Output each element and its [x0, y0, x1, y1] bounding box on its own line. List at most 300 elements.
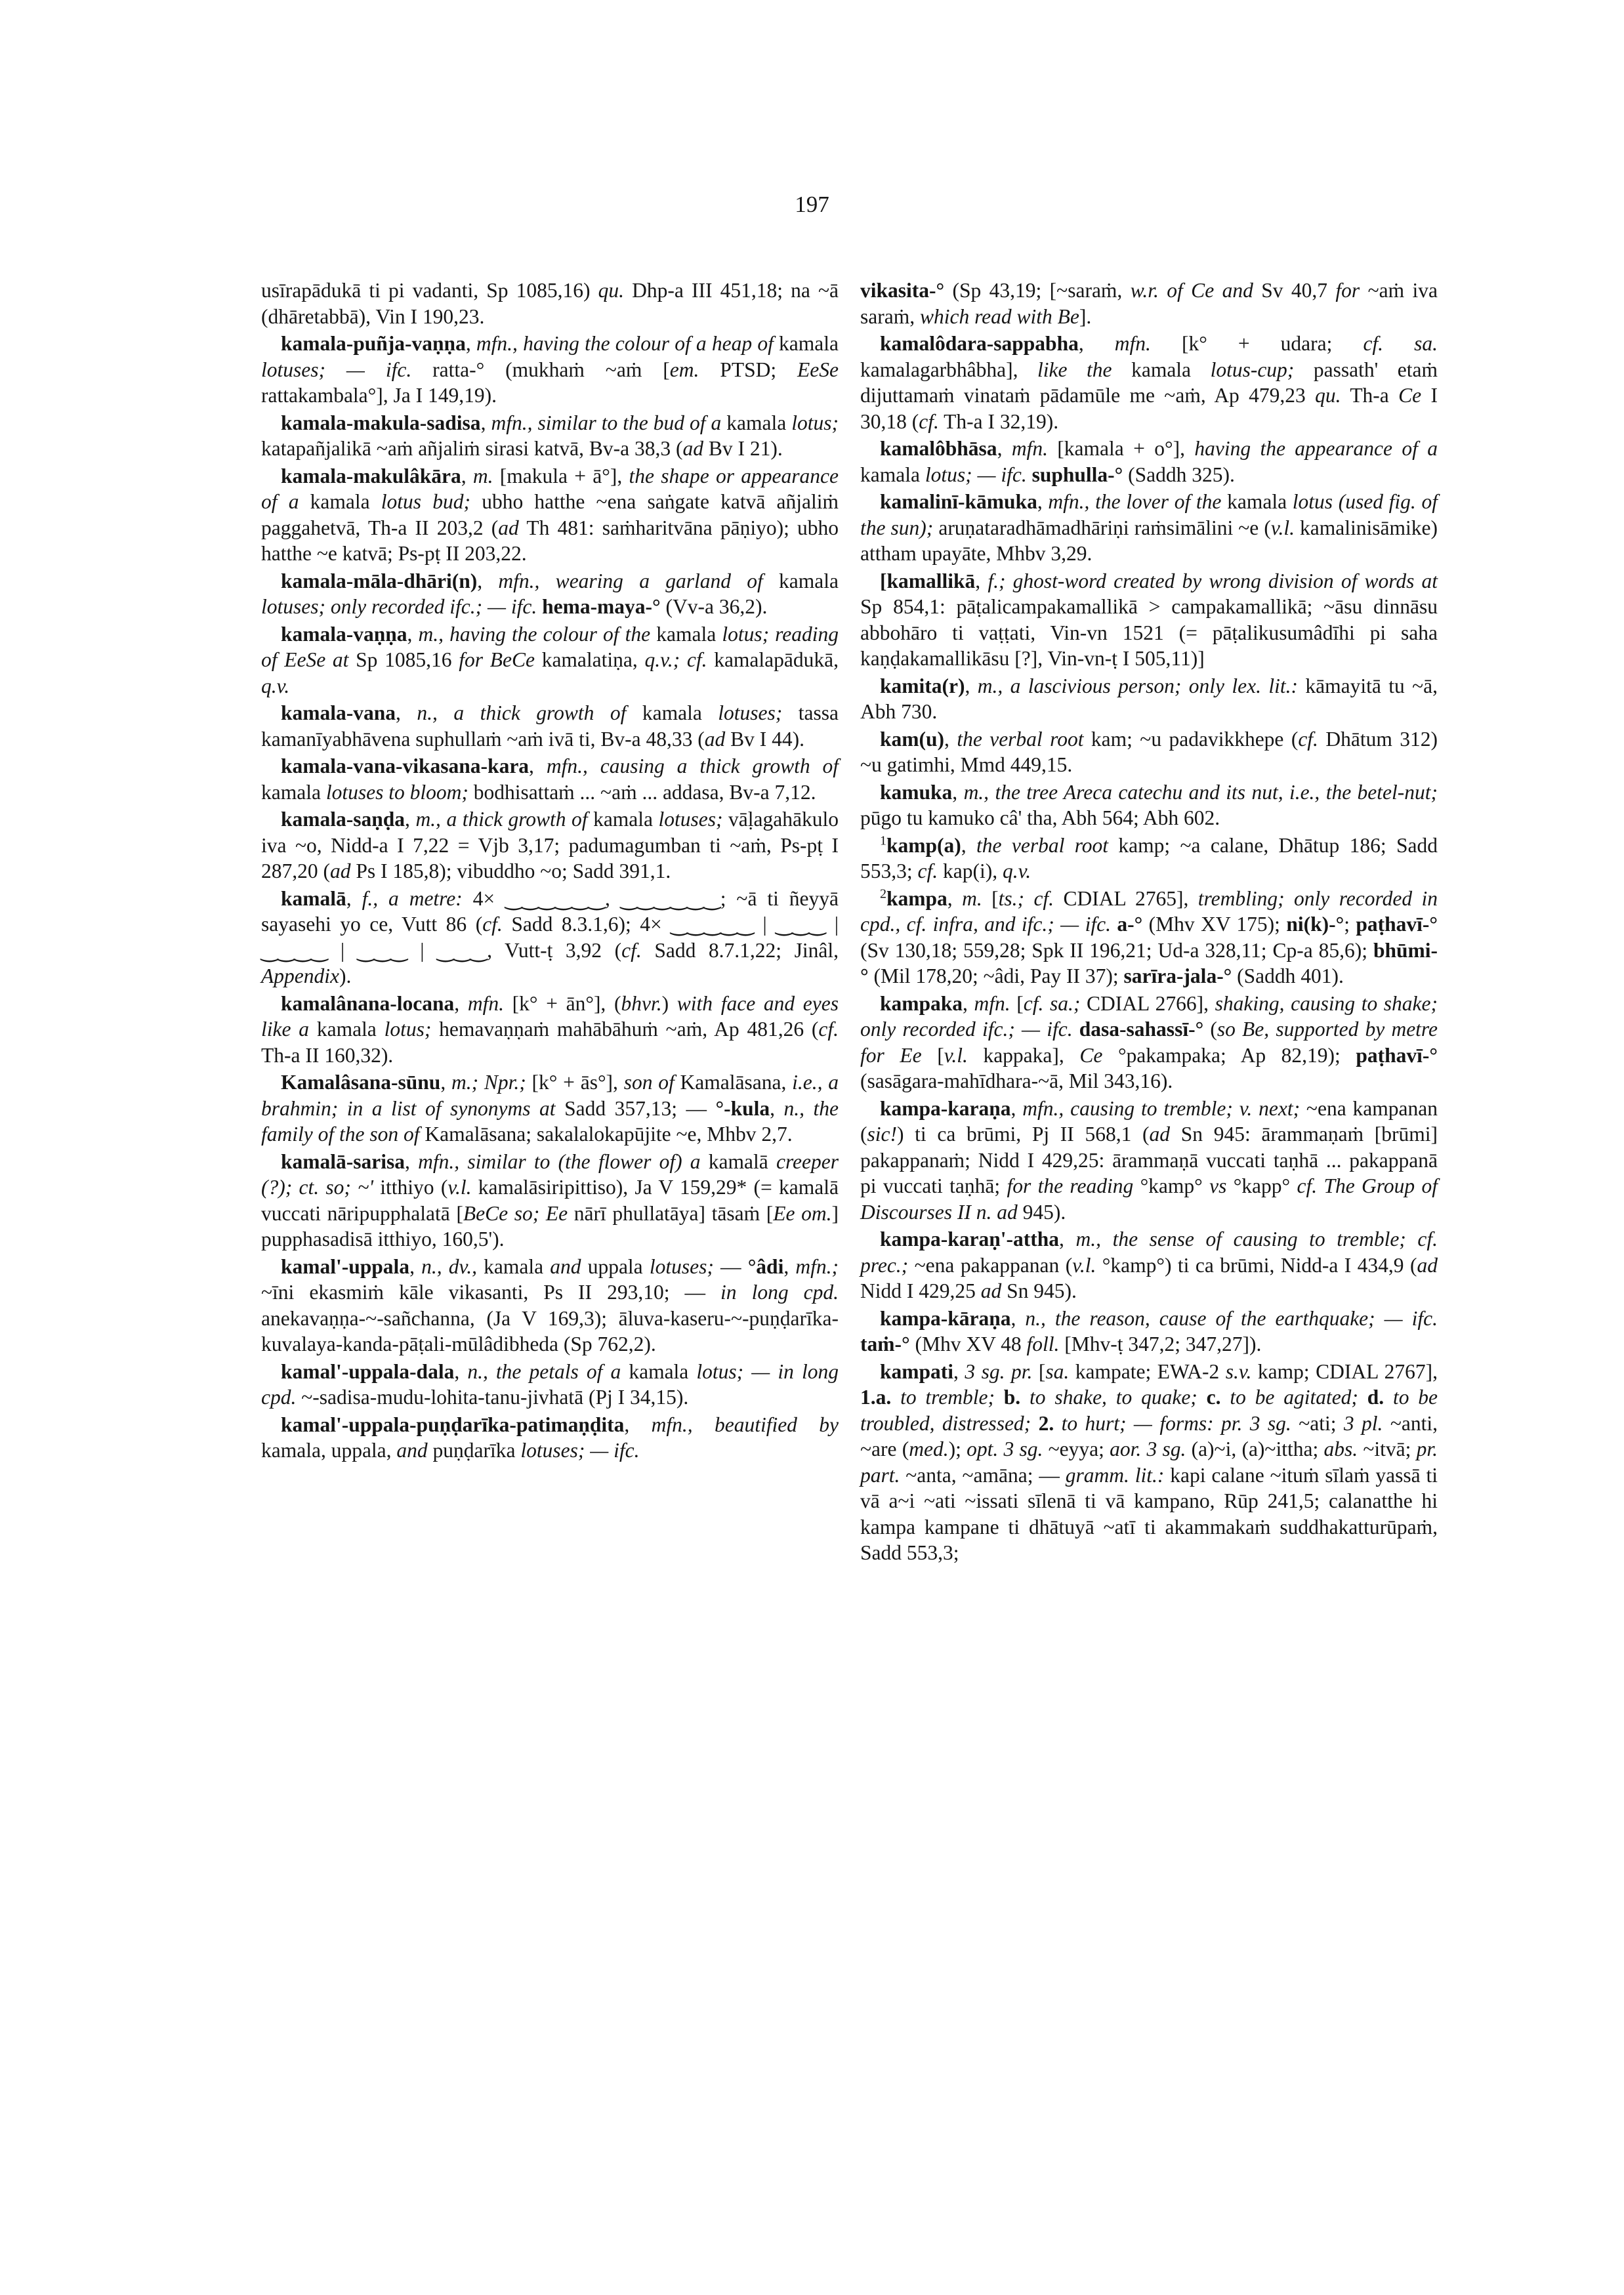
headword: bhūmi-°	[860, 938, 1438, 987]
entry-text: kamalā	[700, 1149, 776, 1173]
gloss-text: Ce	[1079, 1043, 1103, 1067]
entry-text: kappaka],	[967, 1043, 1080, 1067]
entry-text: Sn 945: ārammaṇaṁ [brūmi] pakappanaṁ; Nidd I 429,25: ārammaṇā vuccati taṇhā ... pakappanā pi vuccati taṇhā;	[860, 1123, 1438, 1197]
entry-text: ratta-° (mukhaṁ ~aṁ [	[411, 358, 670, 381]
headword: 1.a.	[860, 1386, 892, 1409]
dictionary-entry	[261, 463, 839, 567]
gloss-text: ad	[682, 437, 703, 460]
dictionary-entry	[261, 991, 839, 1069]
entry-text: ,	[529, 755, 547, 777]
entry-text: [k° + ān°], (	[503, 991, 621, 1015]
entry-text: kamala	[309, 1018, 385, 1041]
entry-text: )	[661, 991, 677, 1015]
gloss-text: to be agitated;	[1230, 1386, 1358, 1409]
entry-text: ,	[997, 437, 1012, 460]
entry-text: kamala	[762, 569, 839, 592]
gloss-text: ad	[704, 727, 726, 751]
gloss-text: abs.	[1323, 1437, 1358, 1460]
gloss-text: the verbal root	[976, 833, 1109, 857]
gloss-text: having the appearance of a	[1194, 437, 1438, 460]
entry-text: passath' etaṁ dijuttamaṁ vinataṁ pādamūle me ~aṁ, Ap 479,23	[860, 358, 1438, 407]
gloss-text: i.e., a brahmin; in a list of synonyms at	[261, 1071, 839, 1120]
entry-text: ,	[1059, 1228, 1076, 1251]
gloss-text: cf.	[1298, 727, 1318, 751]
dictionary-entry	[860, 991, 1438, 1094]
entry-text: kamala	[650, 622, 722, 646]
entry-text: [kamala + o°],	[1047, 437, 1195, 460]
entry-text: —	[713, 1254, 748, 1278]
gloss-text: lotuses to bloom;	[325, 780, 468, 804]
entry-text: [makula + ā°],	[493, 464, 629, 487]
entry-text: ,	[405, 1149, 419, 1173]
gloss-text: mfn., beautified by	[651, 1413, 839, 1436]
entry-text: kamp; CDIAL 2767],	[1251, 1359, 1438, 1383]
entry-text: ].	[1079, 304, 1092, 328]
headword: kamala-vaṇṇa	[281, 622, 407, 646]
dictionary-entry	[261, 568, 839, 620]
gloss-text: n., dv.,	[421, 1254, 477, 1278]
entry-text: 4× ‿‿‿‿‿‿, ‿‿‿‿‿‿; ~ā ti ñeyyā sayasehi yo ce, Vutt 86 (	[261, 886, 839, 936]
gloss-text: lotus; — ifc.	[925, 463, 1027, 486]
gloss-text: and	[396, 1439, 428, 1462]
entry-text: itthiyo (	[373, 1176, 448, 1199]
entry-text: kap(i),	[938, 859, 1003, 882]
gloss-text: mfn., causing to tremble; v. next;	[1022, 1096, 1301, 1120]
entry-text: nārī phullatāya] tāsaṁ [	[568, 1201, 774, 1225]
headword: Kamalâsana-sūnu	[281, 1071, 441, 1094]
entry-text: Nidd I 429,25	[860, 1279, 981, 1302]
gloss-text: f.; ghost-word created by wrong division of words at	[988, 569, 1438, 592]
entry-text: kapi calane ~ituṁ sīlaṁ yassā ti vā a~i ~ati ~issati sīlenā ti vā kampano, Rūp 241,5; calanatthe hi kampa kampane ti dhātuyā ~atī ti akammakaṁ suddhakatturūpaṁ, Sadd 553,3;	[860, 1463, 1438, 1564]
headword: paṭhavī-°	[1356, 1043, 1438, 1067]
gloss-text: son of	[623, 1071, 675, 1094]
entry-text: ,	[465, 332, 476, 355]
dictionary-entry	[860, 1096, 1438, 1226]
homonym-number: 1	[880, 833, 886, 848]
entry-text: kāmayitā tu ~ā, Abh 730.	[860, 674, 1438, 723]
headword: kamala-māla-dhāri(n)	[281, 569, 478, 592]
gloss-text: to hurt; — forms: pr. 3 sg.	[1061, 1411, 1291, 1435]
entry-text: ,	[975, 569, 988, 592]
gloss-text: ad	[330, 859, 351, 882]
dictionary-entry	[261, 886, 839, 989]
entry-text: ,	[477, 569, 499, 592]
entry-text: [	[982, 886, 999, 910]
entry-text: Th-a II 160,32).	[261, 1043, 394, 1067]
entry-text: PTSD;	[699, 358, 798, 381]
entry-text: ,	[1010, 1306, 1026, 1330]
entry-text: kamala	[860, 463, 925, 486]
headword: °âdi	[747, 1254, 784, 1278]
entry-text: (Mhv XV 48	[909, 1333, 1027, 1355]
gloss-text: Ce	[1398, 384, 1422, 407]
gloss-text: mfn.	[974, 991, 1010, 1015]
entry-text: ,	[1010, 1096, 1023, 1120]
gloss-text: f., a metre:	[362, 886, 463, 910]
headword: suphulla-°	[1031, 463, 1123, 486]
gloss-text: cf.	[482, 913, 503, 936]
entry-text: CDIAL 2765],	[1054, 886, 1198, 910]
entry-text: Sn 945).	[1001, 1279, 1077, 1302]
gloss-text: lotus bud;	[381, 490, 470, 513]
entry-text: ubho hatthe ~ena saṅgate katvā añjaliṁ paggahetvā, Th-a II 203,2 (	[261, 490, 839, 539]
entry-text: [	[1032, 1359, 1046, 1383]
entry-text	[1031, 1412, 1038, 1435]
gloss-text: m.; Npr.;	[451, 1071, 526, 1094]
entry-text: [Mhv-ṭ 347,2; 347,27]).	[1059, 1333, 1262, 1355]
headword: kamala-saṇḍa	[281, 808, 406, 831]
headword: kamalôbhāsa	[880, 437, 997, 460]
entry-text: Sadd 357,13; —	[555, 1096, 716, 1120]
entry-text: (sasāgara-mahīdhara-~ā, Mil 343,16).	[860, 1069, 1173, 1092]
entry-text: usīrapādukā ti pi vadanti, Sp 1085,16)	[261, 279, 598, 302]
entry-text: vāḷagahākulo iva ~o, Nidd-a I 7,22 = Vjb 3,17; padumagumban ti ~aṁ, Ps-pṭ I 287,20 (	[261, 808, 839, 882]
gloss-text: ts.; cf.	[998, 886, 1054, 910]
headword: kampa-kāraṇa	[880, 1306, 1011, 1330]
entry-text: kamala	[587, 808, 659, 831]
gloss-text: shaking, causing to shake; only recorded ifc.; — ifc.	[860, 991, 1438, 1041]
gloss-text: med.	[909, 1437, 949, 1460]
headword: kampa-karaṇ'-attha	[880, 1228, 1060, 1251]
gloss-text: bhvr.	[621, 991, 662, 1015]
headword: °-kula	[715, 1096, 770, 1120]
headword: kampa	[886, 886, 947, 910]
headword: c.	[1206, 1386, 1221, 1409]
dictionary-entry	[860, 886, 1438, 989]
headword: kamala-vana-vikasana-kara	[281, 755, 530, 777]
entry-text: kamp; ~a calane, Dhātup 186; Sadd 553,3;	[860, 833, 1438, 882]
entry-text	[995, 1386, 1004, 1409]
headword: vikasita-°	[860, 279, 945, 302]
entry-text: ,	[407, 622, 419, 646]
gloss-text: like the	[1037, 358, 1112, 381]
entry-text: ,	[1078, 332, 1115, 355]
gloss-text: v.l.	[944, 1043, 968, 1067]
gloss-text: to be troubled, distressed;	[860, 1386, 1438, 1435]
entry-text: ,	[454, 1359, 468, 1383]
gloss-text: cf.	[919, 409, 939, 433]
entry-text: kamala	[1221, 490, 1293, 513]
entry-text: °kamp°	[1133, 1174, 1210, 1197]
gloss-text: cf. sa.	[1363, 332, 1438, 355]
gloss-text: lotus; reading of EeSe at	[261, 622, 839, 671]
entry-text: ,	[624, 1413, 652, 1436]
entry-text: (Saddh 401).	[1232, 964, 1344, 987]
gloss-text: m.	[962, 886, 982, 910]
headword: kamalânana-locana	[281, 991, 455, 1015]
entry-text: [	[1010, 991, 1024, 1015]
entry-text: Sadd 8.3.1,6); 4× ‿‿‿‿‿ | ‿‿‿ | ‿‿‿‿ | ‿‿‿ | ‿‿‿, Vutt-ṭ 3,92 (	[261, 913, 839, 962]
entry-text: ,	[405, 808, 416, 831]
gloss-text: em.	[669, 358, 699, 381]
entry-text: aruṇataradhāmadhāriṇi raṁsimālini ~e (	[933, 516, 1271, 539]
dictionary-entry	[860, 568, 1438, 672]
dictionary-entry	[261, 1412, 839, 1464]
gloss-text: mfn., similar to (the flower of) a	[418, 1149, 701, 1173]
dictionary-entry	[860, 1306, 1438, 1357]
entry-text: kamalapādukā,	[707, 648, 839, 671]
gloss-text: cf. sa.;	[1023, 991, 1081, 1015]
entry-text: ~-sadisa-mudu-lohita-tanu-jivhatā (Pj I 34,15).	[296, 1386, 689, 1409]
gloss-text: pr. part.	[860, 1437, 1438, 1487]
dictionary-entry	[860, 278, 1438, 329]
headword: b.	[1003, 1386, 1021, 1409]
entry-text: kamala	[773, 332, 839, 355]
gloss-text: qu.	[598, 279, 625, 302]
entry-text: (	[1203, 1018, 1217, 1041]
gloss-text: for BeCe	[459, 648, 535, 671]
entry-text: ,	[963, 991, 974, 1015]
entry-text: °pakampaka; Ap 82,19);	[1102, 1043, 1356, 1067]
entry-text	[537, 595, 542, 618]
gloss-text: n., the family of the son of	[261, 1096, 839, 1146]
gloss-text: lotuses;	[658, 808, 723, 831]
gloss-text: ad	[980, 1279, 1002, 1302]
entry-text: Dhātum 312) ~u gatimhi, Mmd 449,15.	[860, 727, 1438, 776]
gloss-text: m., the tree Areca catechu and its nut, i.e., the betel-nut;	[963, 780, 1438, 804]
headword: kamalôdara-sappabha	[880, 332, 1079, 355]
entry-text: ).	[339, 964, 352, 987]
entry-text: Bv I 21).	[703, 437, 783, 460]
dictionary-entry	[261, 621, 839, 699]
page-number: 197	[795, 192, 829, 217]
gloss-text: lotuses; only recorded ifc.; — ifc.	[261, 595, 537, 618]
gloss-text: 3 sg. pr.	[965, 1359, 1033, 1383]
gloss-text: mfn.;	[795, 1254, 839, 1278]
entry-text: CDIAL 2766],	[1080, 991, 1215, 1015]
dictionary-entry	[860, 331, 1438, 434]
entry-text: ,	[409, 1254, 422, 1278]
entry-text	[1384, 1386, 1393, 1409]
headword: kamalā-sarisa	[281, 1149, 405, 1173]
dictionary-entry	[261, 1069, 839, 1148]
entry-text	[1220, 1386, 1230, 1409]
dictionary-entry	[261, 278, 839, 329]
headword: taṁ-°	[860, 1333, 910, 1355]
entry-text: [	[921, 1043, 944, 1067]
dictionary-entry	[261, 1254, 839, 1357]
gloss-text: which read with Be	[919, 304, 1079, 328]
dictionary-entry	[261, 753, 839, 805]
headword: sarīra-jala-°	[1123, 964, 1232, 987]
entry-text	[1197, 1386, 1207, 1409]
gloss-text: m., the sense of causing to tremble; cf. prec.;	[860, 1228, 1438, 1277]
entry-text: kamalatiṇa,	[534, 648, 645, 671]
gloss-text: lotus-cup;	[1210, 358, 1295, 381]
gloss-text: the shape or appearance of a	[261, 464, 839, 513]
entry-text: hemavaṇṇaṁ mahābāhuṁ ~aṁ, Ap 481,26 (	[431, 1018, 819, 1041]
gloss-text: mfn., the lover of the	[1048, 490, 1222, 513]
entry-text: ~itvā;	[1358, 1437, 1417, 1460]
gloss-text: foll.	[1026, 1333, 1060, 1355]
gloss-text: mfn.	[1114, 332, 1151, 355]
entry-text: ,	[396, 701, 417, 724]
headword: kamala-makulâkāra	[281, 464, 461, 487]
entry-text: ;	[1344, 913, 1356, 936]
left-column	[261, 278, 839, 1465]
entry-text: ~eyya;	[1043, 1437, 1110, 1460]
headword: kamal'-uppala-dala	[281, 1359, 455, 1383]
gloss-text: sic!	[867, 1123, 897, 1146]
entry-text: anekavaṇṇa-~-sañchanna, (Ja V 169,3); āluva-kaseru-~-puṇḍarīka-kuvalaya-kanda-pāṭali-mūlâdibheda (Sp 762,2).	[261, 1306, 839, 1355]
entry-text: [k° + ās°],	[526, 1071, 624, 1094]
entry-text: kam; ~u padavikkhepe (	[1083, 727, 1299, 751]
entry-text: (Mil 178,20; ~âdi, Pay II 37);	[868, 964, 1124, 987]
gloss-text: cf.	[621, 938, 642, 962]
gloss-text: ad	[1149, 1123, 1171, 1146]
entry-text: kampate; EWA-2	[1069, 1359, 1226, 1383]
entry-text: bodhisattaṁ ... ~aṁ ... addasa, Bv-a 7,12.	[468, 780, 816, 804]
dictionary-entry	[261, 331, 839, 409]
entry-text: kamalāsiripittiso), Ja V 159,29* (= kamalā vuccati nāripupphalatā [	[261, 1176, 839, 1225]
dictionary-entry	[860, 673, 1438, 725]
gloss-text: ad	[498, 516, 519, 539]
entry-text: ,	[953, 1359, 965, 1383]
gloss-text: sa.	[1045, 1359, 1070, 1383]
gloss-text: and	[550, 1254, 581, 1278]
entry-text: (Vv-a 36,2).	[660, 595, 768, 618]
headword: dasa-sahassī-°	[1079, 1018, 1204, 1041]
gloss-text: lotus;	[384, 1018, 432, 1041]
entry-text	[1111, 913, 1117, 936]
gloss-text: cf.	[818, 1018, 839, 1041]
gloss-text: m.	[472, 464, 493, 487]
entry-text	[1054, 1412, 1061, 1435]
entry-text: I 30,18 (	[860, 384, 1438, 433]
headword: kampa-karaṇa	[880, 1096, 1011, 1120]
entry-text: puṇḍarīka	[427, 1439, 521, 1462]
gloss-text: v.l.	[1270, 516, 1295, 539]
entry-text: ,	[965, 674, 978, 697]
headword: kamp(a)	[886, 833, 961, 857]
entry-text: kamalinisāmike) attham upayāte, Mhbv 3,29.	[860, 516, 1438, 565]
entry-text: ~anta, ~amāna; —	[900, 1463, 1066, 1487]
gloss-text: mfn.	[467, 991, 504, 1015]
dictionary-entry	[860, 833, 1438, 884]
gloss-text: mfn., wearing a garland of	[498, 569, 763, 592]
gloss-text: ad	[1417, 1253, 1438, 1277]
gloss-text: aor. 3 sg.	[1110, 1437, 1186, 1460]
headword: kamalā	[281, 886, 346, 910]
gloss-text: opt. 3 sg.	[967, 1437, 1043, 1460]
gloss-text: n., the petals of a	[467, 1359, 621, 1383]
gloss-text: the verbal root	[957, 727, 1084, 751]
entry-text	[1358, 1386, 1367, 1409]
entry-text: ,	[454, 991, 468, 1015]
entry-text: ,	[770, 1096, 784, 1120]
entry-text: ~īni ekasmiṁ kāle vikasanti, Ps II 293,10; —	[261, 1281, 721, 1304]
entry-text: ,	[461, 464, 473, 487]
gloss-text: lotus (used fig. of the sun);	[860, 490, 1438, 539]
entry-text: ) ti ca brūmi, Pj II 568,1 (	[896, 1123, 1150, 1146]
gloss-text: v.l.	[1072, 1253, 1096, 1277]
entry-text: uppala	[581, 1254, 650, 1278]
entry-text: Kamalāsana; sakalalokapūjite ~e, Mhbv 2,7.	[419, 1123, 793, 1146]
dictionary-entry	[860, 779, 1438, 831]
entry-text	[1027, 463, 1032, 486]
headword: kampaka	[880, 991, 963, 1015]
dictionary-entry	[261, 1359, 839, 1411]
headword: hema-maya-°	[542, 595, 661, 618]
entry-text: ,	[346, 886, 362, 910]
headword: a-°	[1117, 913, 1143, 936]
headword: kamal'-uppala-puṇḍarīka-patimaṇḍita	[281, 1413, 625, 1436]
gloss-text: for	[1335, 279, 1360, 302]
headword: 2.	[1038, 1411, 1054, 1435]
gloss-text: n., a thick growth of	[417, 701, 627, 724]
gloss-text: cf.	[917, 859, 938, 882]
headword: kamalinī-kāmuka	[880, 490, 1037, 513]
entry-text: Sv 40,7	[1253, 279, 1336, 302]
gloss-text: q.v.	[1002, 859, 1031, 882]
gloss-text: m., having the colour of the	[418, 622, 651, 646]
entry-text: kamala	[621, 1359, 697, 1383]
entry-text: ~ena pakappanan (	[908, 1253, 1073, 1277]
dictionary-entry	[860, 436, 1438, 487]
gloss-text: m., a lascivious person; only lex. lit.:	[977, 674, 1298, 697]
entry-text: Sp 1085,16	[348, 648, 459, 671]
dictionary-entry	[261, 700, 839, 752]
gloss-text: m., a thick growth of	[415, 808, 588, 831]
entry-text: ~aṁ iva saraṁ,	[860, 279, 1438, 328]
gloss-text: lotus; — in long cpd.	[261, 1359, 839, 1409]
headword: kamuka	[880, 780, 953, 804]
headword: kamala-makula-sadisa	[281, 411, 481, 434]
entry-text: kamala	[1112, 358, 1211, 381]
entry-text: tassa kamanīyabhāvena suphullaṁ ~aṁ ivā ti, Bv-a 48,33 (	[261, 701, 839, 751]
gloss-text: in long cpd.	[720, 1281, 839, 1304]
entry-text: kamala	[476, 1254, 551, 1278]
headword: kamita(r)	[880, 674, 965, 697]
gloss-text: w.r. of Ce and	[1130, 279, 1253, 302]
headword: [kamallikā	[880, 569, 976, 592]
gloss-text: gramm. lit.:	[1065, 1463, 1165, 1487]
entry-text: Sadd 8.7.1,22; Jinâl,	[641, 938, 839, 962]
right-column	[860, 278, 1438, 1567]
entry-text: (Saddh 325).	[1123, 463, 1235, 486]
entry-text: ,	[944, 727, 957, 751]
entry-text: ~ati;	[1291, 1411, 1344, 1435]
gloss-text: qu.	[1315, 384, 1341, 407]
entry-text: Kamalāsana,	[674, 1071, 793, 1094]
entry-text: ,	[783, 1254, 796, 1278]
entry-text: ,	[440, 1071, 451, 1094]
entry-text: kamala	[721, 411, 792, 434]
entry-text	[1020, 1386, 1030, 1409]
entry-text: ,	[1037, 490, 1049, 513]
entry-text: ~ena kampanan (	[860, 1096, 1438, 1146]
gloss-text: v.l.	[448, 1176, 472, 1199]
headword: kam(u)	[880, 727, 945, 751]
entry-text: kamala, uppala,	[261, 1439, 397, 1462]
gloss-text: BeCe so; Ee	[463, 1201, 568, 1225]
gloss-text: Appendix	[261, 964, 339, 987]
entry-text: [k° + udara;	[1150, 332, 1364, 355]
gloss-text: to shake, to quake;	[1030, 1386, 1197, 1409]
gloss-text: n., the reason, cause of the earthquake; — ifc.	[1025, 1306, 1438, 1330]
entry-text: kamalagarbhâbha],	[860, 358, 1038, 381]
gloss-text: creeper (?); ct. so; ~'	[261, 1149, 839, 1199]
headword: d.	[1367, 1386, 1385, 1409]
gloss-text: with face and eyes like a	[261, 991, 839, 1041]
gloss-text: Ee om.	[773, 1201, 832, 1225]
headword: kamal'-uppala	[281, 1254, 410, 1278]
gloss-text: EeSe	[797, 358, 839, 381]
headword: kampati	[880, 1359, 954, 1383]
entry-text: Th-a	[1341, 384, 1399, 407]
entry-text	[891, 1386, 900, 1409]
headword: kamala-vana	[281, 701, 396, 724]
